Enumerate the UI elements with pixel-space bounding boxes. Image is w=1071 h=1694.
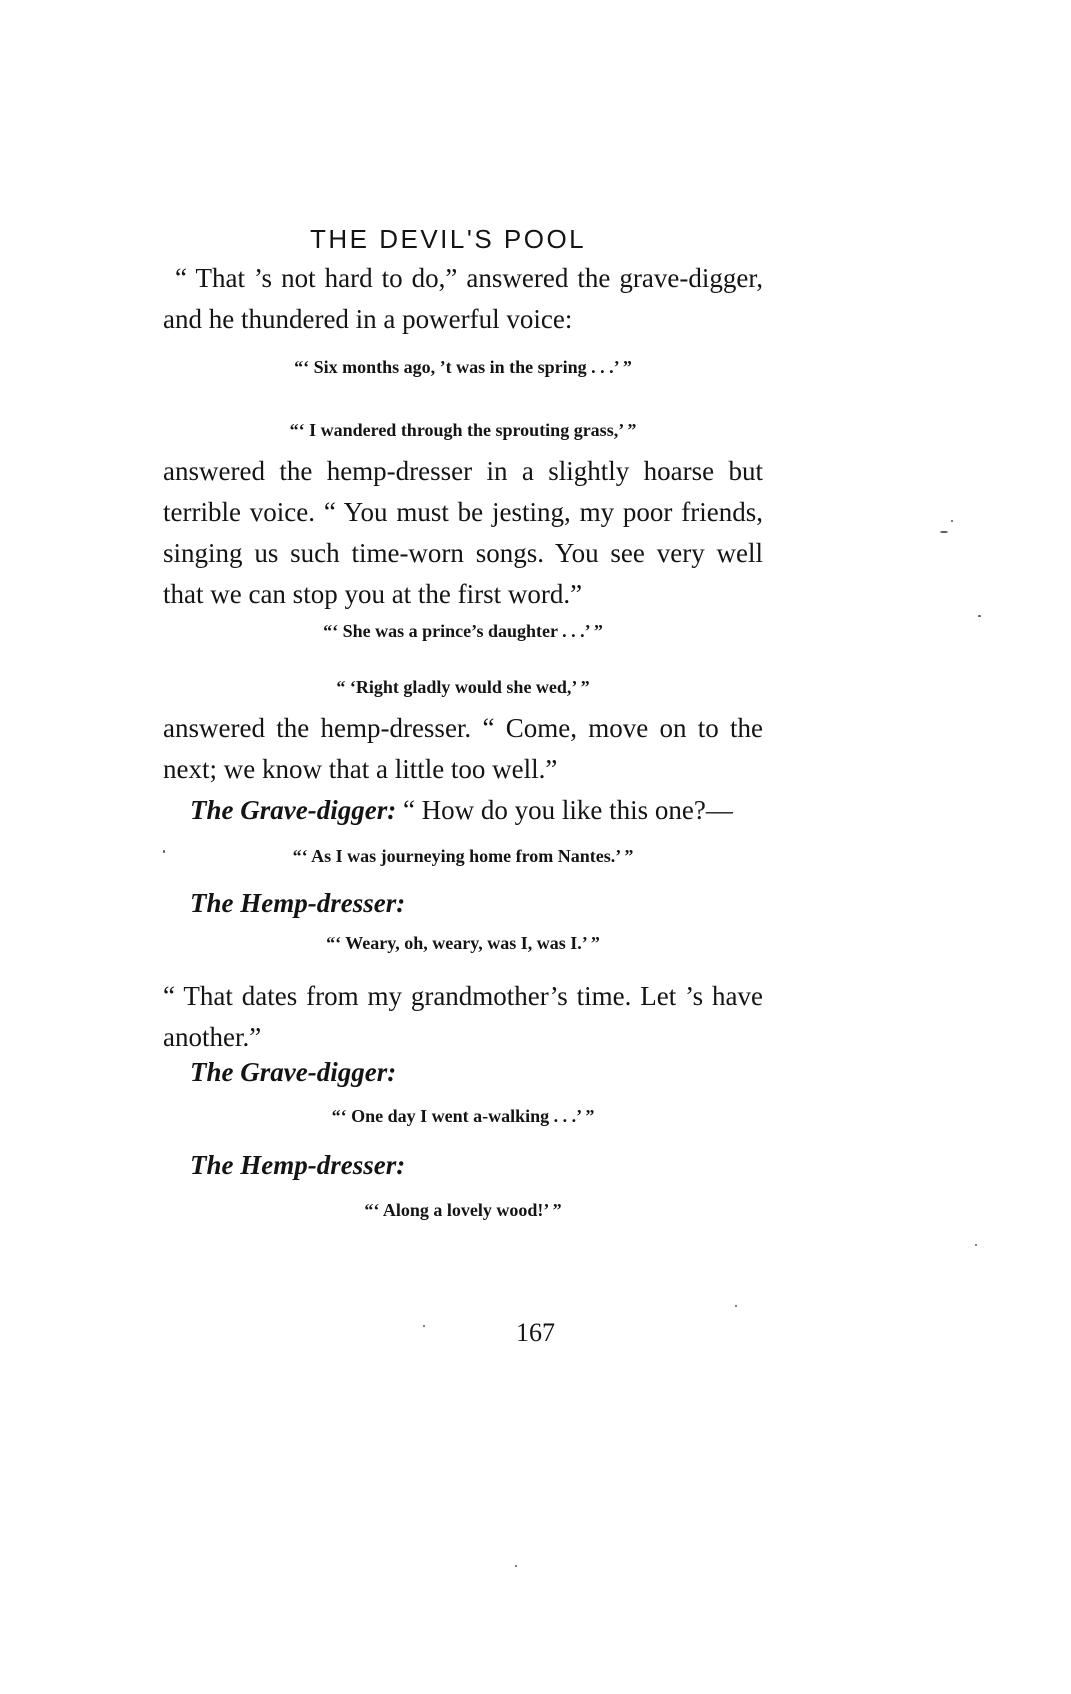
speaker-label: The Grave-digger: <box>190 1057 397 1087</box>
scan-speck <box>940 531 948 533</box>
scan-speck <box>978 615 981 617</box>
scan-speck <box>735 1305 737 1307</box>
speaker-label: The Hemp-dresser: <box>190 1150 406 1180</box>
scan-speck <box>951 520 953 522</box>
paragraph-grandmother: “ That dates from my grandmother’s time. Let ’s have another.” <box>163 981 763 1052</box>
scan-speck <box>423 1325 425 1327</box>
speaker-label: The Hemp-dresser: <box>190 888 406 918</box>
speaker-label: The Grave-digger: <box>190 795 397 825</box>
paragraph-grave-digger-answer: “ That ’s not hard to do,” answered the grave-digger, and he thundered in a powerful voice: <box>163 263 763 334</box>
scan-speck <box>515 1565 517 1567</box>
verse-line: “‘ I wandered through the sprouting grass,’ ” <box>289 420 637 440</box>
scan-speck <box>163 850 165 853</box>
verse-line: “‘ One day I went a-walking . . .’ ” <box>331 1106 595 1126</box>
verse-line: “‘ She was a prince’s daughter . . .’ ” <box>323 621 603 641</box>
scan-speck <box>975 1244 977 1246</box>
paragraph-hemp-dresser-answer: answered the hemp-dresser in a slightly hoarse but terrible voice. “ You must be jesting, my poor friends, singing us such time-worn songs. You see very well that we can stop you at the first word.” <box>163 456 763 609</box>
verse-line: “‘ Weary, oh, weary, was I, was I.’ ” <box>326 933 600 953</box>
grave-digger-line <box>190 795 733 826</box>
paragraph-move-on: answered the hemp-dresser. “ Come, move on to the next; we know that a little too well.” <box>163 713 763 784</box>
verse-line: “‘ As I was journeying home from Nantes.’ ” <box>292 846 634 866</box>
verse-line: “‘ Along a lovely wood!’ ” <box>364 1200 562 1220</box>
dialogue-text: “ How do you like this one?— <box>402 795 733 825</box>
page-number: 167 <box>516 1318 555 1347</box>
running-head: THE DEVIL'S POOL <box>310 224 587 254</box>
verse-line: “‘ Six months ago, ’t was in the spring . . .’ ” <box>294 357 632 377</box>
verse-line: “ ‘Right gladly would she wed,’ ” <box>336 677 590 697</box>
